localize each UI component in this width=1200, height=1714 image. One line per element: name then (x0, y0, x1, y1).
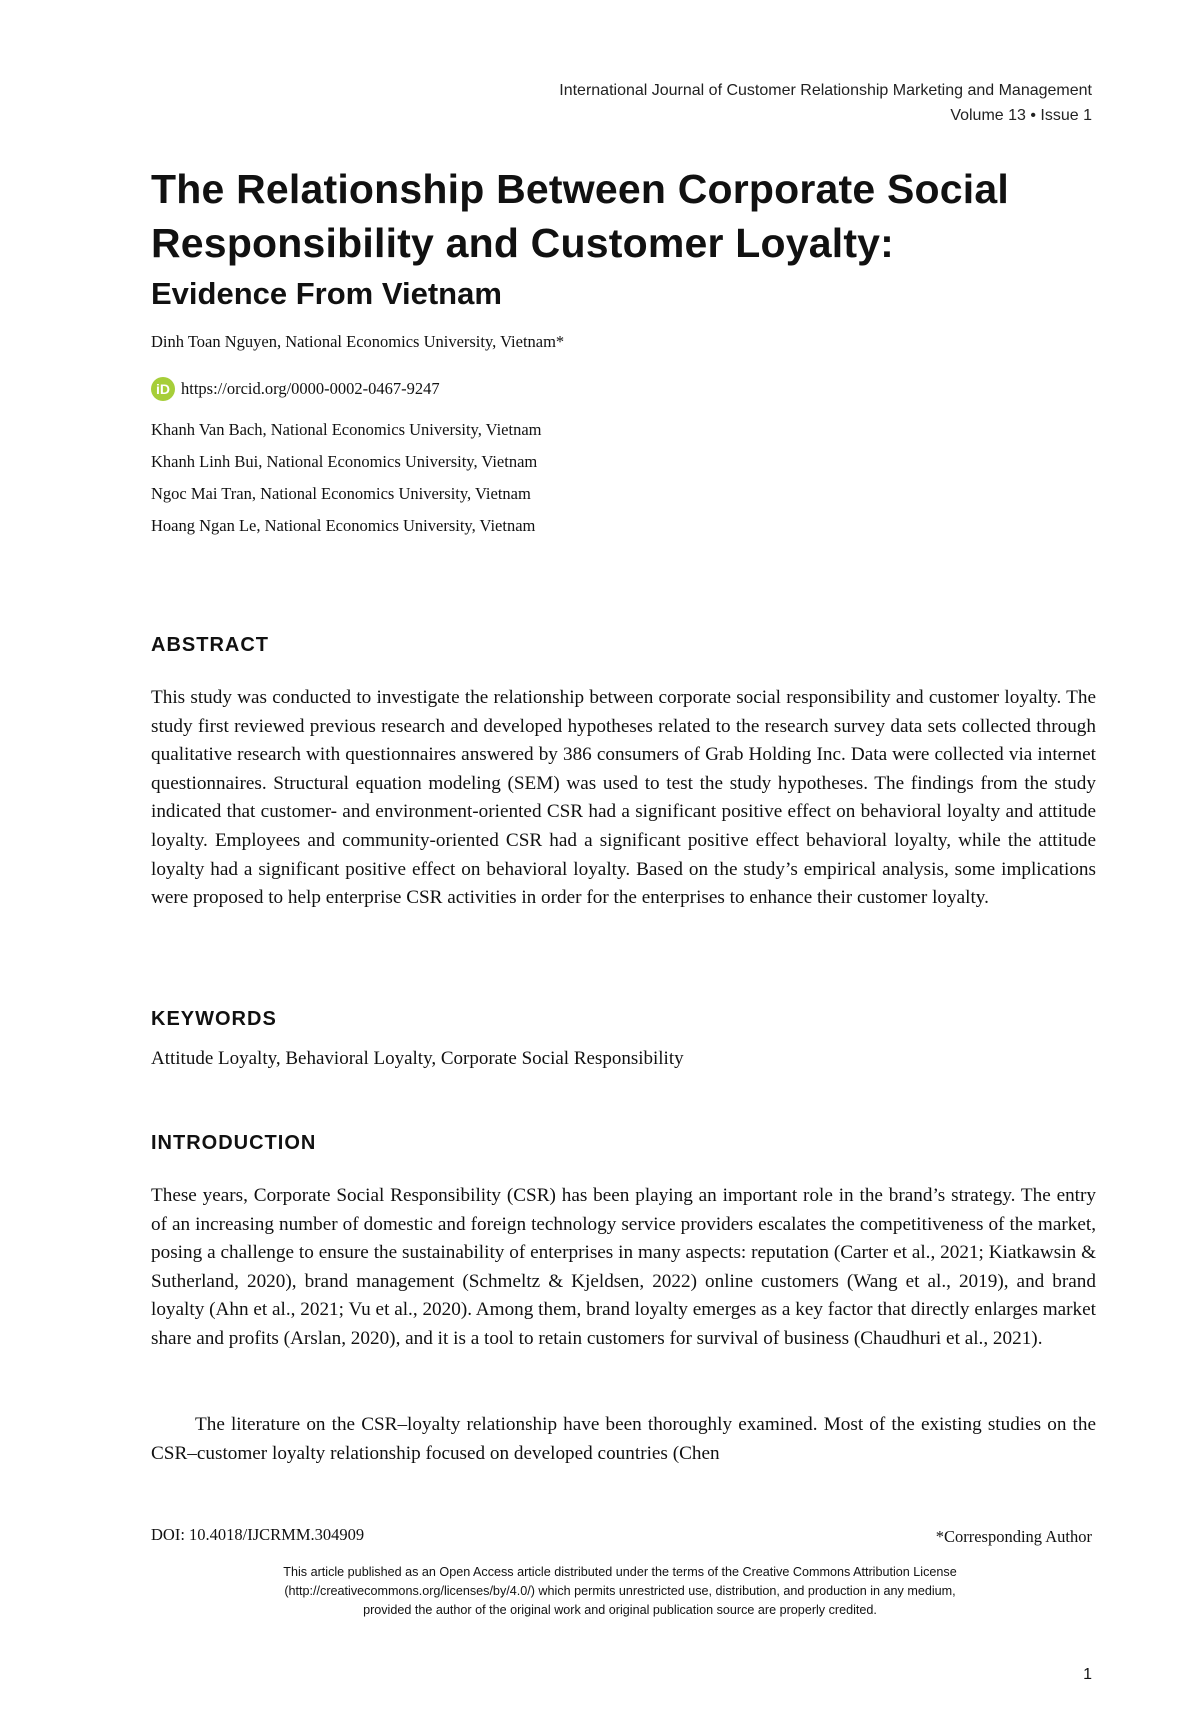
introduction-paragraph-1: These years, Corporate Social Responsibility (CSR) has been playing an important role in the brand’s strategy. The entry of an increasing number of domestic and foreign technology service providers escalates the competitiveness of the market, posing a challenge to ensure the sustainability of enterprises in many aspects: reputation (Carter et al., 2021; Kiatkawsin & Sutherland, 2020), brand management (Schmeltz & Kjeldsen, 2022) online customers (Wang et al., 2019), and brand loyalty (Ahn et al., 2021; Vu et al., 2020). Among them, brand loyalty emerges as a key factor that directly enlarges market share and profits (Arslan, 2020), and it is a tool to retain customers for survival of business (Chaudhuri et al., 2021). (151, 1185, 1096, 1349)
license-line: This article published as an Open Access article distributed under the terms of the Creative Commons Attribution License (283, 1565, 957, 1579)
author-1: Dinh Toan Nguyen, National Economics University, Vietnam* (151, 332, 565, 351)
license-line: (http://creativecommons.org/licenses/by/4.0/) which permits unrestricted use, distribution, and production in any medium, (284, 1584, 956, 1598)
running-header (559, 78, 1092, 128)
author-3: Khanh Linh Bui, National Economics University, Vietnam (151, 452, 538, 471)
journal-name: International Journal of Customer Relationship Marketing and Management (559, 82, 1092, 99)
introduction-heading: INTRODUCTION (151, 1132, 317, 1154)
keywords-text: Attitude Loyalty, Behavioral Loyalty, Corporate Social Responsibility (151, 1048, 684, 1069)
page-number: 1 (1083, 1666, 1092, 1683)
orcid-icon: iD (151, 377, 175, 401)
abstract-heading: ABSTRACT (151, 634, 269, 656)
orcid-link[interactable]: https://orcid.org/0000-0002-0467-9247 (181, 379, 440, 398)
author-5: Hoang Ngan Le, National Economics University, Vietnam (151, 516, 536, 535)
paper-subtitle: Evidence From Vietnam (151, 276, 502, 311)
author-4: Ngoc Mai Tran, National Economics University, Vietnam (151, 484, 531, 503)
author-2: Khanh Van Bach, National Economics University, Vietnam (151, 420, 542, 439)
orcid-row (151, 377, 440, 401)
license-line: provided the author of the original work and original publication source are properly credited. (363, 1603, 877, 1617)
license-notice (180, 1563, 1060, 1620)
volume-issue: Volume 13 • Issue 1 (950, 107, 1092, 124)
introduction-paragraph-2: The literature on the CSR–loyalty relationship have been thoroughly examined. Most of the existing studies on the CSR–customer loyalty relationship focused on developed countries (Chen (151, 1414, 1096, 1464)
abstract-text: This study was conducted to investigate the relationship between corporate social responsibility and customer loyalty. The study first reviewed previous research and developed hypotheses related to the research survey data sets collected through qualitative research with questionnaires answered by 386 consumers of Grab Holding Inc. Data were collected via internet questionnaires. Structural equation modeling (SEM) was used to test the study hypotheses. The findings from the study indicated that customer- and environment-oriented CSR had a significant positive effect on behavioral loyalty and attitude loyalty. Employees and community-oriented CSR had a significant positive effect behavioral loyalty, while the attitude loyalty had a significant positive effect on behavioral loyalty. Based on the study’s empirical analysis, some implications were proposed to help enterprise CSR activities in order for the enterprises to enhance their customer loyalty. (151, 687, 1096, 909)
doi: DOI: 10.4018/IJCRMM.304909 (151, 1525, 365, 1544)
corresponding-author-note: *Corresponding Author (935, 1527, 1092, 1546)
keywords-heading: KEYWORDS (151, 1008, 277, 1030)
paper-title: The Relationship Between Corporate Social Responsibility and Customer Loyalty: (151, 166, 1009, 266)
